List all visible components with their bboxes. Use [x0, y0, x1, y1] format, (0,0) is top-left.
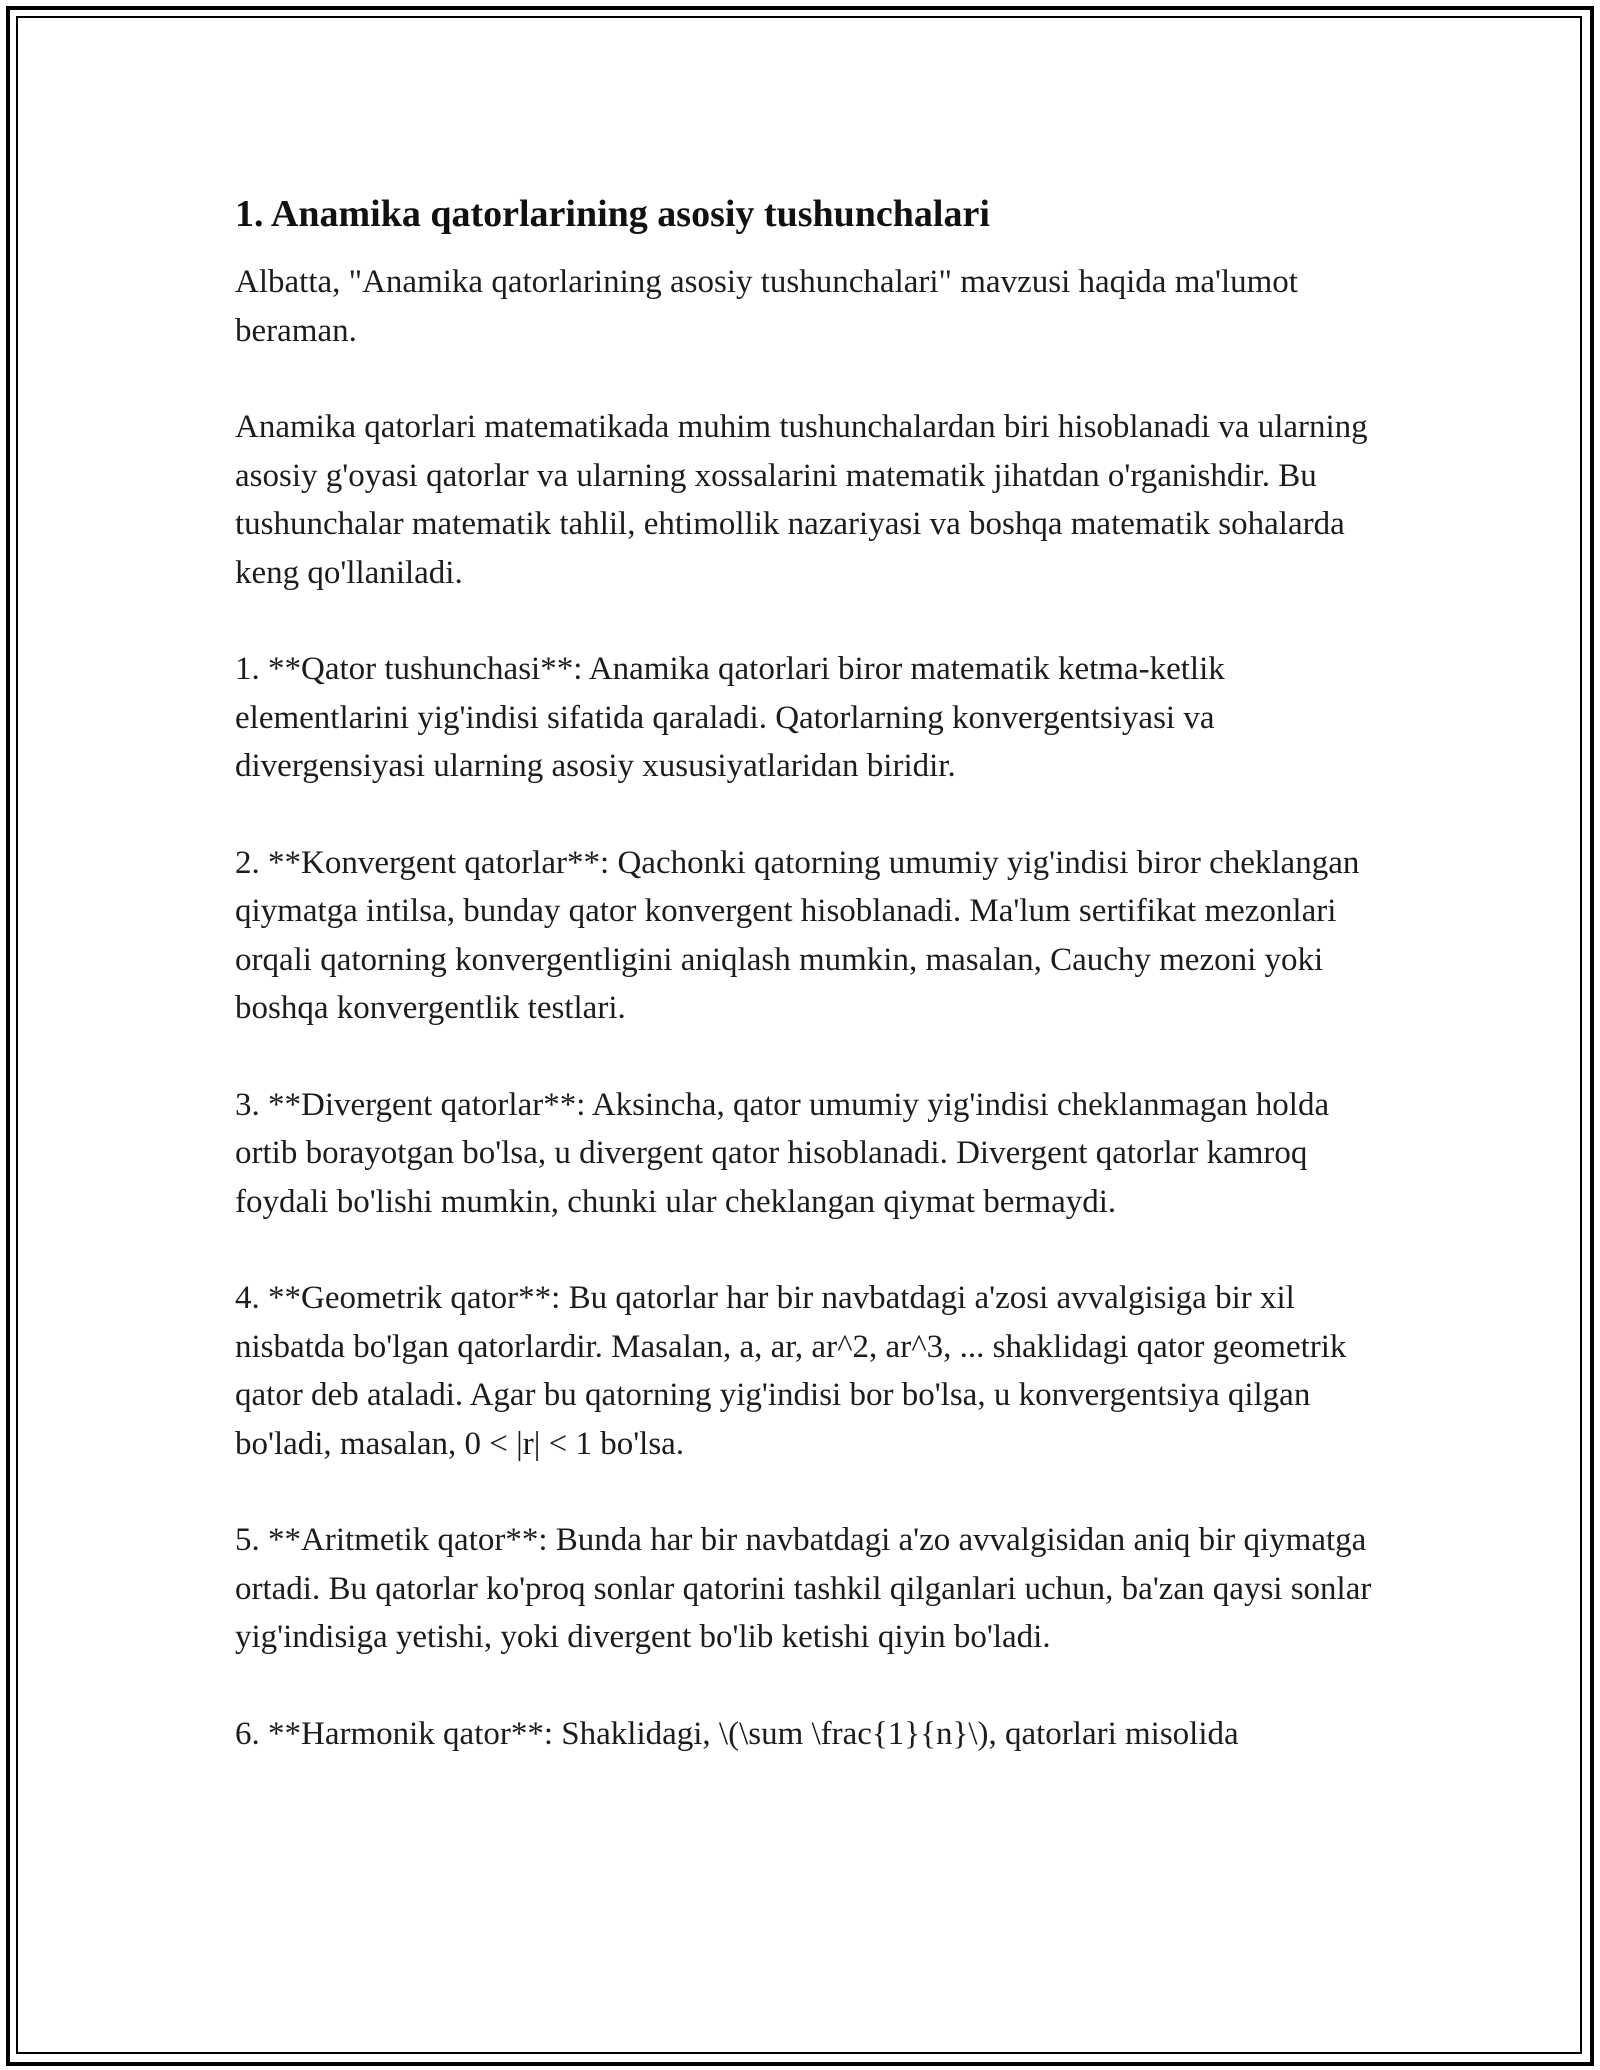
list-item-qator-tushunchasi: 1. **Qator tushunchasi**: Anamika qatorlari biror matematik ketma-ketlik elementlarini yig'indisi sifatida qaraladi. Qatorlarning konvergentsiyasi va divergensiyasi ularning asosiy xususiyatlaridan biridir. — [235, 651, 1225, 784]
list-item-geometrik-qator: 4. **Geometrik qator**: Bu qatorlar har bir navbatdagi a'zosi avvalgisiga bir xil nisbatda bo'lgan qatorlardir. Masalan, a, ar, ar^2, ar^3, ... shaklidagi qator geometrik qator deb ataladi. Agar bu qatorning yig'indisi bor bo'lsa, u konvergentsiya qilgan bo'ladi, masalan, 0 < |r| < 1 bo'lsa. — [235, 1280, 1347, 1462]
document-body — [235, 186, 1375, 1758]
list-item-divergent-qatorlar: 3. **Divergent qatorlar**: Aksincha, qator umumiy yig'indisi cheklanmagan holda ortib borayotgan bo'lsa, u divergent qator hisoblanadi. Divergent qatorlar kamroq foydali bo'lishi mumkin, chunki ular cheklangan qiymat bermaydi. — [235, 1086, 1330, 1220]
list-item-konvergent-qatorlar: 2. **Konvergent qatorlar**: Qachonki qatorning umumiy yig'indisi biror cheklangan qiymatga intilsa, bunday qator konvergent hisoblanadi. Ma'lum sertifikat mezonlari orqali qatorning konvergentligini aniqlash mumkin, masalan, Cauchy mezoni yoki boshqa konvergentlik testlari. — [235, 844, 1360, 1026]
list-item-harmonik-qator: 6. **Harmonik qator**: Shaklidagi, \(\sum \frac{1}{n}\), qatorlari misolida — [235, 1715, 1239, 1752]
document-title: 1. Anamika qatorlarining asosiy tushunchalari — [235, 193, 990, 235]
overview-paragraph: Anamika qatorlari matematikada muhim tushunchalardan biri hisoblanadi va ularning asosiy g'oyasi qatorlar va ularning xossalarini matematik jihatdan o'rganishdir. Bu tushunchalar matematik tahlil, ehtimollik nazariyasi va boshqa matematik sohalarda keng qo'llaniladi. — [235, 409, 1368, 591]
list-item-aritmetik-qator: 5. **Aritmetik qator**: Bunda har bir navbatdagi a'zo avvalgisidan aniq bir qiymatga ortadi. Bu qatorlar ko'proq sonlar qatorini tashkil qilganlari uchun, ba'zan qaysi sonlar yig'indisiga yetishi, yoki divergent bo'lib ketishi qiyin bo'ladi. — [235, 1522, 1372, 1655]
intro-paragraph: Albatta, "Anamika qatorlarining asosiy tushunchalari" mavzusi haqida ma'lumot beraman. — [235, 264, 1298, 349]
